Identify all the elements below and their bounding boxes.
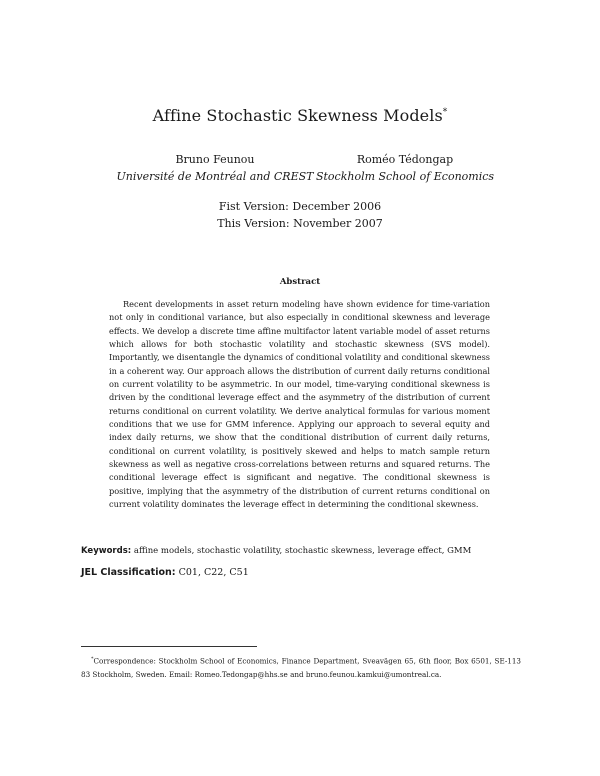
- author-block-2: [305, 151, 505, 185]
- footnote: [81, 653, 521, 681]
- author-name-1: Bruno Feunou: [175, 153, 255, 166]
- abstract-heading: Abstract: [279, 277, 321, 287]
- title-footnote-mark: *: [442, 107, 448, 118]
- footnote-mark: *: [91, 656, 94, 662]
- footnote-divider: [81, 646, 257, 647]
- paper-title-text: Affine Stochastic Skewness Models: [152, 106, 443, 125]
- footnote-text: Correspondence: Stockholm School of Economics, Finance Department, Sveavägen 65, 6th floor, Box 6501, SE-113 83 Stockholm, Sweden. Email: Romeo.Tedongap@hhs.se and bruno.feunou.kamkui@umontreal.ca.: [81, 656, 521, 679]
- abstract-body: Recent developments in asset return modeling have shown evidence for time-variation not only in conditional variance, but also especially in conditional skewness and leverage effects. We develop a discrete time affine multifactor latent variable model of asset returns which allows for both stochastic volatility and stochastic skewness (SVS model). Importantly, we disentangle the dynamics of conditional volatility and conditional skewness in a coherent way. Our approach allows the distribution of current daily returns conditional on current volatility to be asymmetric. In our model, time-varying conditional skewness is driven by the conditional leverage effect and the asymmetry of the distribution of current returns conditional on current volatility. We derive analytical formulas for various moment conditions that we use for GMM inference. Applying our approach to several equity and index daily returns, we show that the conditional distribution of current daily returns, conditional on current volatility, is positively skewed and helps to match sample return skewness as well as negative cross-correlations between returns and squared returns. The conditional leverage effect is significant and negative. The conditional skewness is positive, implying that the asymmetry of the distribution of current returns conditional on current volatility dominates the leverage effect in determining the conditional skewness.: [109, 299, 490, 510]
- jel-classification-line: [81, 567, 521, 579]
- author-block-1: [110, 151, 320, 185]
- keywords-label: Keywords:: [81, 546, 132, 556]
- author-name-2: Roméo Tédongap: [356, 153, 454, 166]
- this-version: This Version: November 2007: [217, 217, 383, 230]
- author-affiliation-2: Stockholm School of Economics: [315, 170, 495, 183]
- jel-label: JEL Classification:: [81, 567, 176, 578]
- jel-value: C01, C22, C51: [178, 567, 249, 578]
- keywords-line: [81, 545, 521, 557]
- paper-title: [0, 106, 600, 125]
- first-version: Fist Version: December 2006: [218, 200, 382, 213]
- version-dates: [0, 198, 600, 232]
- keywords-value: affine models, stochastic volatility, stochastic skewness, leverage effect, GMM: [133, 546, 472, 556]
- author-affiliation-1: Université de Montréal and CREST: [116, 170, 314, 183]
